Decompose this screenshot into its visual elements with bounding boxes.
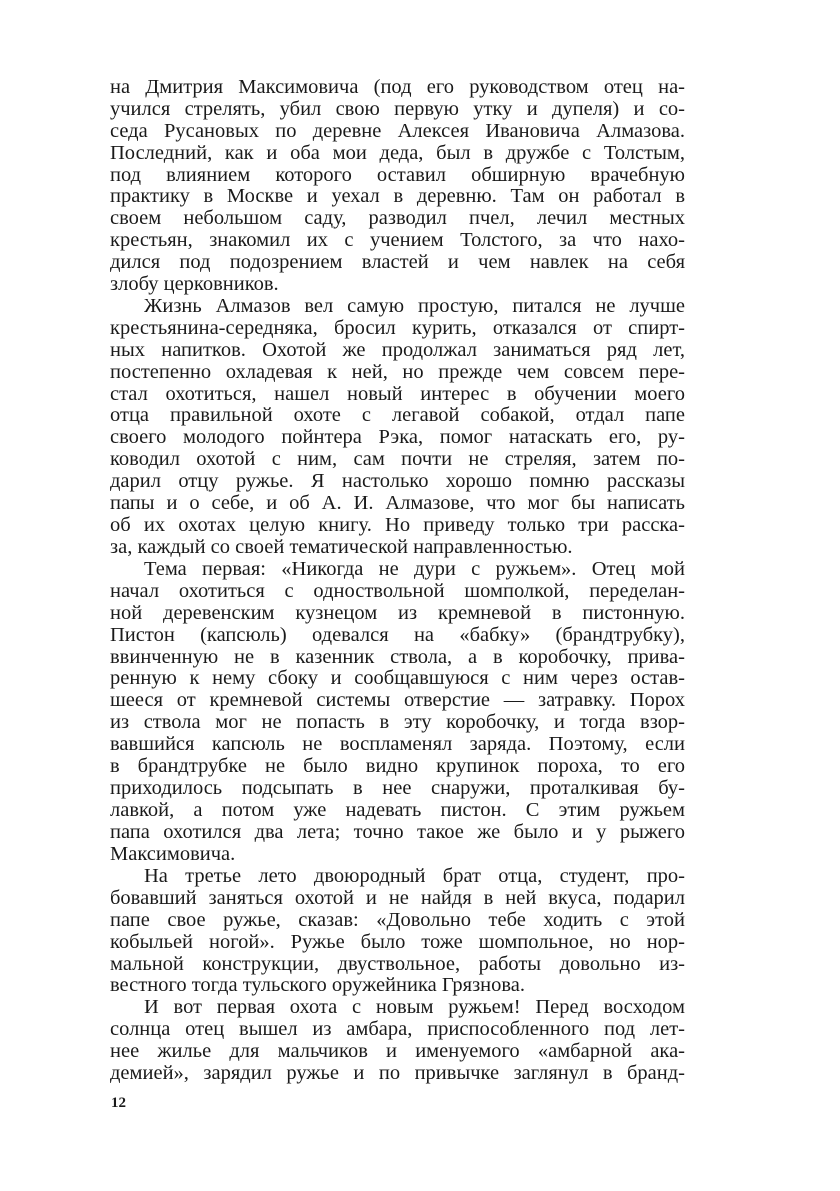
- text-line: солнца отец вышел из амбара, приспособленного под лет-: [110, 1017, 685, 1040]
- text-line: папы и о себе, и об А. И. Алмазове, что мог бы написать: [110, 492, 685, 515]
- text-line: ководил охотой с ним, сам почти не стреляя, затем по-: [110, 448, 685, 471]
- text-line: под влиянием которого оставил обширную врачебную: [110, 163, 685, 186]
- text-line: злобу церковников.: [110, 273, 279, 296]
- text-line: Максимовича.: [110, 842, 236, 865]
- text-line: в брандтрубке не было видно крупинок пороха, то его: [110, 755, 685, 778]
- text-line: приходилось подсыпать в нее снаружи, проталкивая бу-: [110, 776, 685, 799]
- text-line: отца правильной охоте с легавой собакой, отдал папе: [110, 404, 685, 427]
- text-line: шееся от кремневой системы отверстие — затравку. Порох: [110, 689, 685, 712]
- text-line: крестьян, знакомил их с учением Толстого, за что нахо-: [110, 229, 685, 252]
- text-line: учился стрелять, убил свою первую утку и дупеля) и со-: [110, 97, 685, 120]
- text-line: Последний, как и оба мои деда, был в дружбе с Толстым,: [110, 141, 685, 164]
- text-line: из ствола мог не попасть в эту коробочку, и тогда взор-: [110, 711, 685, 734]
- text-line: бовавший заняться охотой и не найдя в ней вкуса, подарил: [110, 886, 685, 909]
- text-line: ренную к нему сбоку и сообщавшуюся с ним через остав-: [110, 667, 685, 690]
- text-line: об их охотах целую книгу. Но приведу только три расска-: [110, 513, 685, 536]
- paragraph-4: [110, 866, 685, 997]
- text-line: вестного тогда тульского оружейника Грязнова.: [110, 974, 526, 997]
- text-line: за, каждый со своей тематической направленностью.: [110, 535, 573, 558]
- text-line: своего молодого пойнтера Рэка, помог натаскать его, ру-: [110, 426, 685, 449]
- text-line: вавшийся капсюль не воспламенял заряда. Поэтому, если: [110, 733, 685, 756]
- text-line: начал охотиться с одноствольной шомполкой, переделан-: [110, 579, 685, 602]
- text-line: демией», зарядил ружье и по привычке заглянул в бранд-: [110, 1061, 685, 1084]
- text-line: кобыльей ногой». Ружье было тоже шомпольное, но нор-: [110, 930, 685, 953]
- text-line: Тема первая: «Никогда не дури с ружьем». Отец мой: [144, 558, 685, 580]
- text-line: постепенно охладевая к ней, но прежде чем совсем пере-: [110, 360, 685, 383]
- text-line: папе свое ружье, сказав: «Довольно тебе ходить с этой: [110, 908, 685, 931]
- text-line: на Дмитрия Максимовича (под его руководством отец на-: [110, 76, 685, 98]
- text-line: дился под подозрением властей и чем навлек на себя: [110, 251, 685, 274]
- text-line: крестьянина-середняка, бросил курить, отказался от спирт-: [110, 316, 685, 339]
- text-line: Жизнь Алмазов вел самую простую, питался не лучше: [144, 295, 685, 317]
- paragraph-3: [110, 559, 685, 865]
- text-line: стал охотиться, нашел новый интерес в обучении моего: [110, 382, 685, 405]
- text-line: ных напитков. Охотой же продолжал заниматься ряд лет,: [110, 338, 685, 361]
- page-number: 12: [111, 1095, 126, 1111]
- paragraph-2: [110, 296, 685, 559]
- text-line: дарил отцу ружье. Я настолько хорошо помню рассказы: [110, 470, 685, 493]
- text-line: И вот первая охота с новым ружьем! Перед восходом: [144, 996, 685, 1018]
- paragraph-5: [110, 997, 685, 1085]
- text-line: лавкой, а потом уже надевать пистон. С этим ружьем: [110, 798, 685, 821]
- text-line: практику в Москве и уехал в деревню. Там он работал в: [110, 185, 685, 208]
- text-line: Пистон (капсюль) одевался на «бабку» (брандтрубку),: [110, 623, 685, 646]
- paragraph-1: [110, 77, 685, 296]
- text-line: На третье лето двоюродный брат отца, студент, про-: [144, 865, 685, 887]
- text-line: мальной конструкции, двуствольное, работы довольно из-: [110, 952, 685, 975]
- text-line: папа охотился два лета; точно такое же было и у рыжего: [110, 820, 685, 843]
- text-line: своем небольшом саду, разводил пчел, лечил местных: [110, 207, 685, 230]
- text-line: нее жилье для мальчиков и именуемого «амбарной ака-: [110, 1039, 685, 1062]
- text-line: седа Русановых по деревне Алексея Ивановича Алмазова.: [110, 119, 685, 142]
- text-line: ввинченную не в казенник ствола, а в коробочку, прива-: [110, 645, 685, 668]
- text-line: ной деревенским кузнецом из кремневой в пистонную.: [110, 601, 685, 624]
